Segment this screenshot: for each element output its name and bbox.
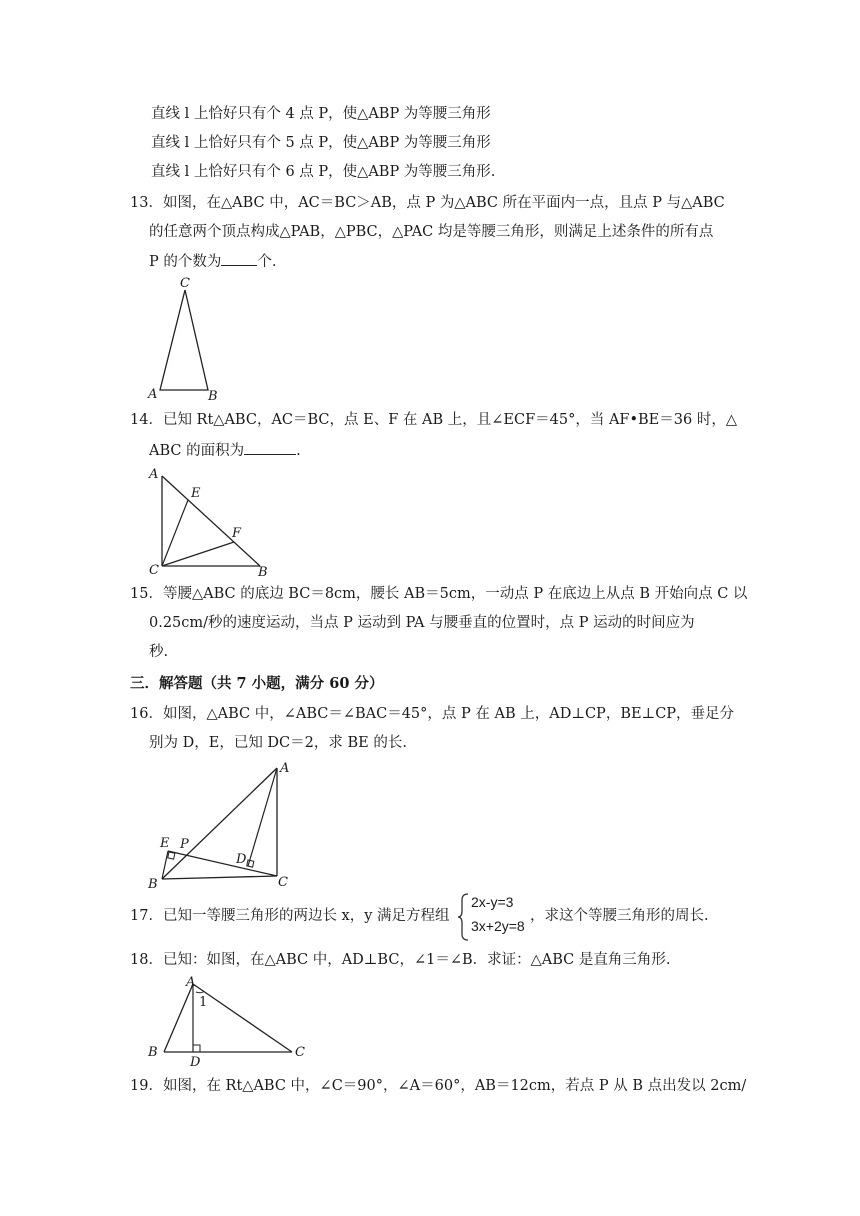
label-b: B xyxy=(148,1045,158,1060)
question-17-line xyxy=(130,906,450,926)
triangle-abc xyxy=(160,290,208,390)
label-f: F xyxy=(232,526,242,541)
label-p: P xyxy=(180,837,189,852)
label-c: C xyxy=(278,875,288,890)
label-b: B xyxy=(208,389,218,404)
label-e: E xyxy=(160,836,170,851)
question-16-line-1: 16．如图，△ABC 中，∠ABC＝∠BAC＝45°，点 P 在 AB 上，AD⊥CP，BE⊥CP，垂足分 xyxy=(130,706,735,722)
question-15-line-3: 秒. xyxy=(149,644,169,660)
question-18-line: 18．已知：如图，在△ABC 中，AD⊥BC，∠1＝∠B．求证：△ABC 是直角三角形. xyxy=(130,952,671,968)
angle-1-label: 1 xyxy=(199,995,208,1010)
question-13-line-2: 的任意两个顶点构成△PAB，△PBC，△PAC 均是等腰三角形，则满足上述条件的所有点 xyxy=(149,224,714,240)
figure-18-triangle xyxy=(140,974,320,1070)
question-14-text-end: . xyxy=(296,443,301,459)
question-17-text: 17．已知一等腰三角形的两边长 x，y 满足方程组 xyxy=(130,908,450,924)
question-15-line-2: 0.25cm/秒的速度运动，当点 P 运动到 PA 与腰垂直的位置时，点 P 运动的时间应为 xyxy=(149,615,695,631)
figure-13-svg xyxy=(140,276,230,402)
question-13-text: P 的个数为 xyxy=(149,254,222,270)
question-19-line: 19．如图，在 Rt△ABC 中，∠C＝90°，∠A＝60°，AB＝12cm，若点 P 从 B 点出发以 2cm/ xyxy=(130,1078,747,1094)
label-b: B xyxy=(148,877,158,892)
label-a: A xyxy=(149,467,159,482)
question-16-line-2: 别为 D，E，已知 DC＝2，求 BE 的长. xyxy=(149,735,407,751)
label-a: A xyxy=(186,975,196,990)
answer-blank-13[interactable] xyxy=(221,251,257,266)
question-14-text: ABC 的面积为 xyxy=(149,443,245,459)
question-14-line-1: 14．已知 Rt△ABC，AC＝BC，点 E、F 在 AB 上，且∠ECF＝45°，当 AF•BE＝36 时，△ xyxy=(130,412,737,428)
question-13-line-3 xyxy=(149,251,276,272)
question-13-text-end: 个. xyxy=(257,254,277,270)
label-d: D xyxy=(190,1055,201,1070)
label-c: C xyxy=(180,276,190,291)
question-15-line-1: 15．等腰△ABC 的底边 BC＝8cm，腰长 AB＝5cm，一动点 P 在底边上从点 B 开始向点 C 以 xyxy=(130,586,748,602)
figure-14-svg xyxy=(140,462,280,582)
label-c: C xyxy=(295,1045,305,1060)
label-b: B xyxy=(258,565,268,580)
label-d: D xyxy=(236,852,247,867)
figure-13-triangle xyxy=(140,276,230,402)
question-14-line-2 xyxy=(149,440,301,461)
section-3-heading: 三．解答题（共 7 小题，满分 60 分） xyxy=(130,675,384,692)
equation-1: 2x-y=3 xyxy=(471,894,514,910)
label-a: A xyxy=(280,761,290,776)
option-line-6: 直线 l 上恰好只有个 6 点 P，使△ABP 为等腰三角形. xyxy=(151,164,496,180)
equation-2: 3x+2y=8 xyxy=(471,918,525,934)
question-13-line-1: 13．如图，在△ABC 中，AC＝BC＞AB，点 P 为△ABC 所在平面内一点，且点 P 与△ABC xyxy=(130,195,725,211)
label-a: A xyxy=(148,387,158,402)
label-c: C xyxy=(149,563,159,578)
equation-system xyxy=(457,892,529,942)
question-17-text-end: ，求这个等腰三角形的周长. xyxy=(530,908,709,924)
figure-16-triangle xyxy=(140,756,300,892)
figure-14-triangle xyxy=(140,462,280,582)
label-e: E xyxy=(191,486,201,501)
answer-blank-14[interactable] xyxy=(244,440,296,455)
figure-16-svg xyxy=(140,756,300,892)
figure-18-svg xyxy=(140,974,320,1070)
brace-icon xyxy=(457,892,471,942)
option-line-5: 直线 l 上恰好只有个 5 点 P，使△ABP 为等腰三角形 xyxy=(151,135,491,151)
option-line-4: 直线 l 上恰好只有个 4 点 P，使△ABP 为等腰三角形 xyxy=(151,106,491,122)
